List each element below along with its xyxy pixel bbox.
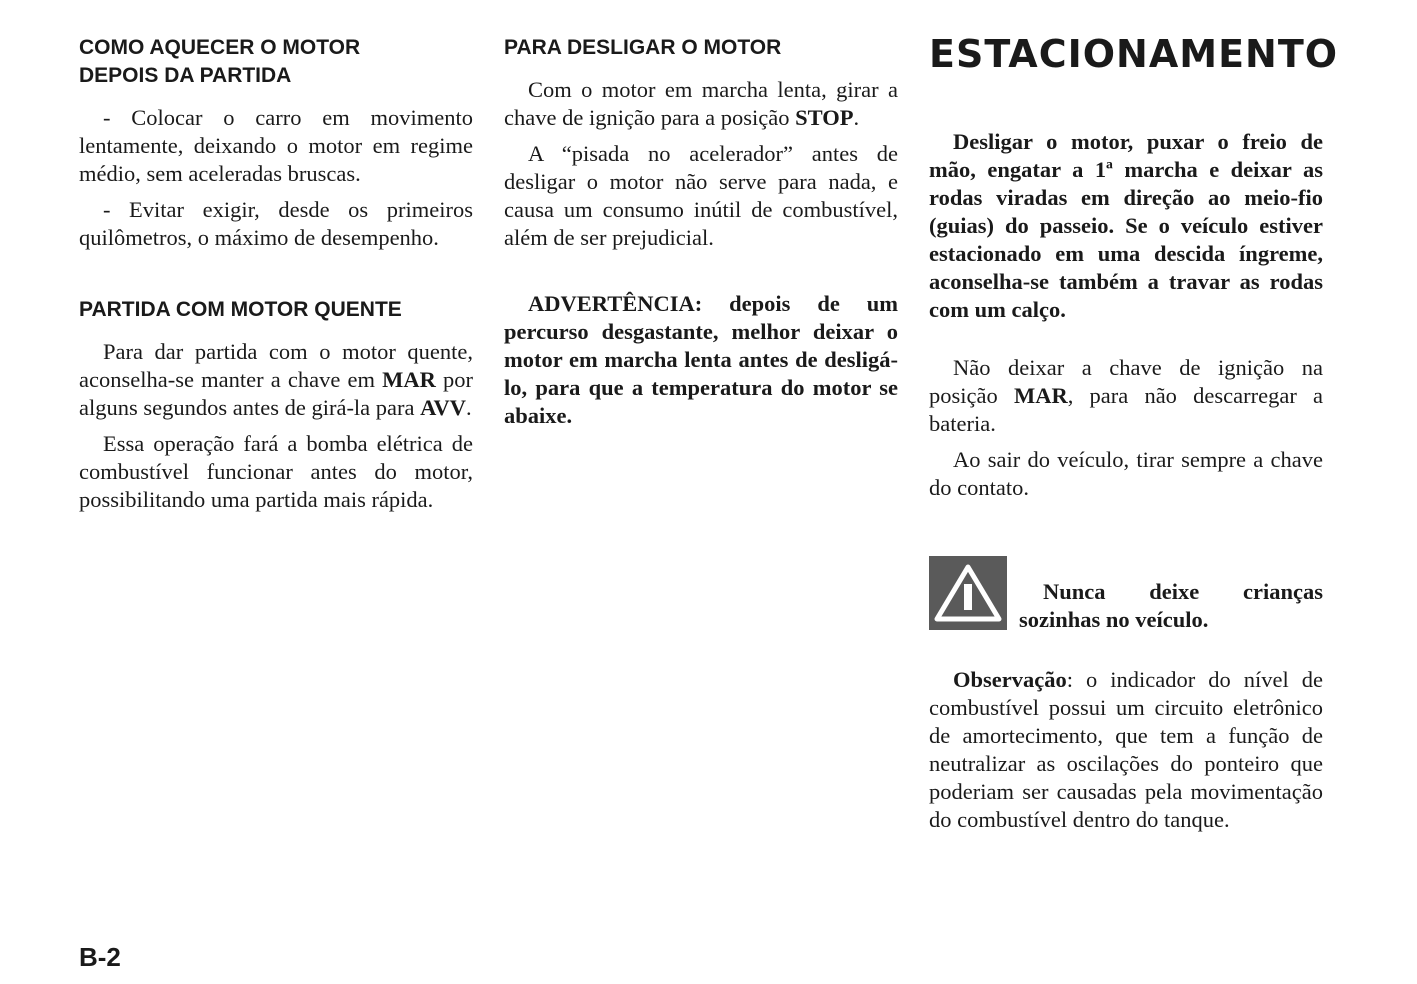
warning-triangle-icon xyxy=(929,556,1007,630)
paragraph: - Colocar o carro em movimento lentamente, deixando o motor em regime médio, sem aceleradas bruscas. xyxy=(79,105,473,186)
paragraph: Essa operação fará a bomba elétrica de combustível funcionar antes do motor, possibilitando uma partida mais rápida. xyxy=(79,431,473,512)
paragraph: Não deixar a chave de ignição na posição MAR, para não descarregar a bateria. xyxy=(929,355,1324,436)
paragraph: A “pisada no acelerador” antes de desligar o motor não serve para nada, e causa um consumo inútil de combustível, além de ser prejudicial. xyxy=(504,141,898,250)
column-2 xyxy=(504,34,898,438)
heading-hot-start: PARTIDA COM MOTOR QUENTE xyxy=(79,298,402,321)
paragraph: Para dar partida com o motor quente, aconselha-se manter a chave em MAR por alguns segundos antes de girá-la para AVV. xyxy=(79,339,474,420)
paragraph: - Evitar exigir, desde os primeiros quilômetros, o máximo de desempenho. xyxy=(79,197,473,250)
paragraph: Ao sair do veículo, tirar sempre a chave do contato. xyxy=(929,447,1323,500)
heading-turn-off-engine: PARA DESLIGAR O MOTOR xyxy=(504,36,782,59)
section-title: ESTACIONAMENTO xyxy=(929,32,1339,76)
column-3 xyxy=(929,30,1339,842)
page-number: B-2 xyxy=(79,942,121,972)
paragraph: Com o motor em marcha lenta, girar a chave de ignição para a posição STOP. xyxy=(504,77,898,130)
warning-text: Nunca deixe crianças sozinhas no veículo. xyxy=(1019,579,1323,632)
heading-warm-engine: COMO AQUECER O MOTOR DEPOIS DA PARTIDA xyxy=(79,36,361,87)
warning-paragraph: ADVERTÊNCIA: depois de um percurso desgastante, melhor deixar o motor em marcha lenta antes de desligá-lo, para que a temperatura do motor se abaixe. xyxy=(504,291,898,428)
note-paragraph: Observação: o indicador do nível de combustível possui um circuito eletrônico de amortecimento, que tem a função de neutralizar as oscilações do ponteiro que poderiam ser causadas pela movimentação do combustível dentro do tanque. xyxy=(929,667,1323,832)
paragraph: Desligar o motor, puxar o freio de mão, engatar a 1ª marcha e deixar as rodas viradas em direção ao meio-fio (guias) do passeio. Se o veículo estiver estacionado em uma descida íngreme, aconselha-se também a travar as rodas com um calço. xyxy=(929,129,1323,322)
child-warning xyxy=(929,556,1323,634)
column-1 xyxy=(79,34,473,522)
